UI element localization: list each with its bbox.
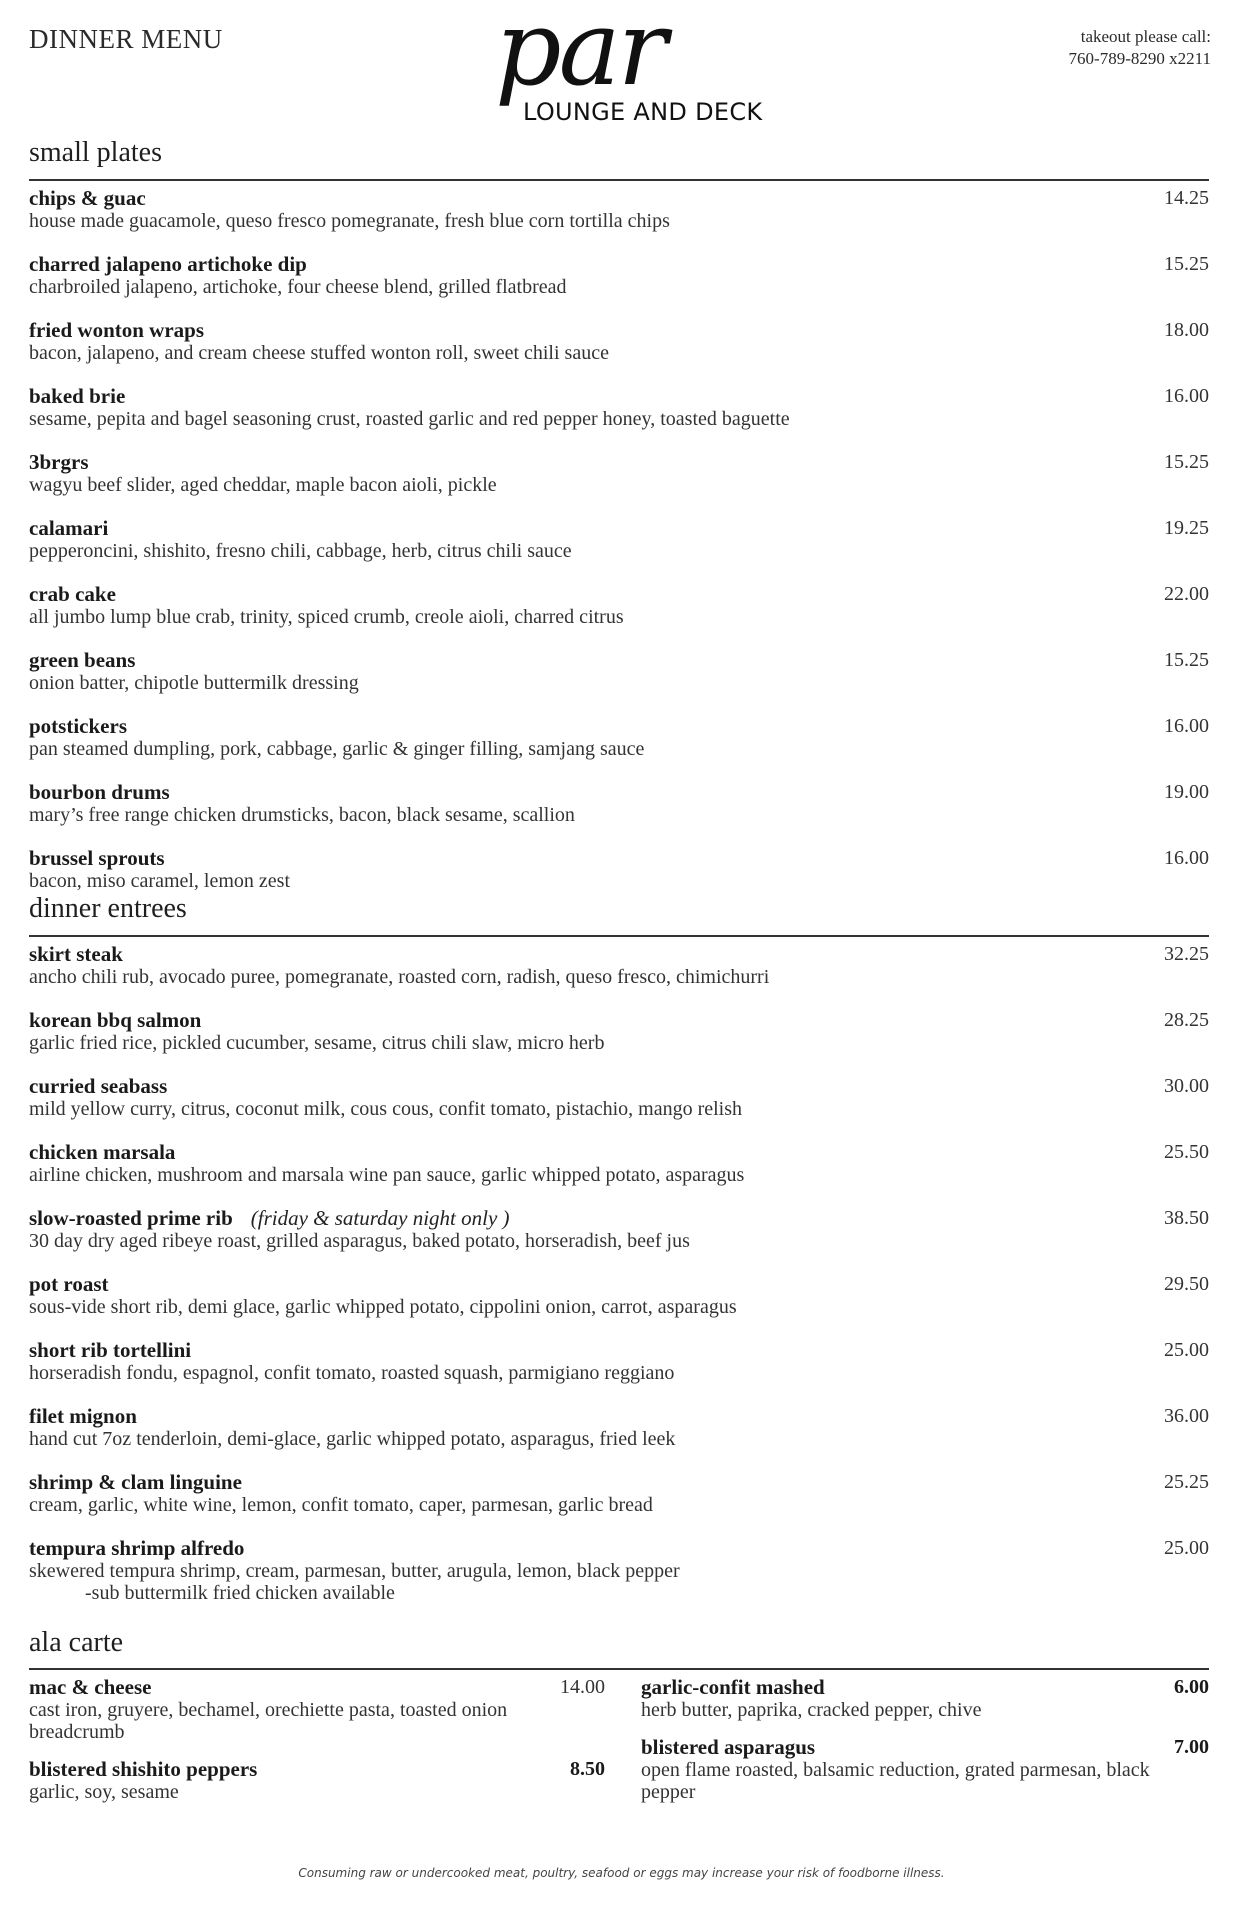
item-price: 15.25 xyxy=(1164,649,1209,671)
menu-item xyxy=(29,1404,1209,1470)
item-name-row xyxy=(29,1206,1209,1230)
health-disclaimer: Consuming raw or undercooked meat, poultry, seafood or eggs may increase your risk of foodborne illness. xyxy=(298,1866,945,1880)
item-price: 14.25 xyxy=(1164,187,1209,209)
menu-item xyxy=(29,780,1209,846)
item-name: calamari xyxy=(29,516,109,540)
dinner-entrees-list xyxy=(29,942,1209,1624)
takeout-info xyxy=(1069,26,1211,70)
item-description: garlic, soy, sesame xyxy=(29,1781,179,1803)
item-name: chips & guac xyxy=(29,186,146,210)
item-description: hand cut 7oz tenderloin, demi-glace, garlic whipped potato, asparagus, fried leek xyxy=(29,1428,676,1450)
logo-script: par xyxy=(495,0,665,109)
section-divider xyxy=(29,935,1209,937)
section-title-small-plates: small plates xyxy=(29,137,162,168)
menu-item xyxy=(29,252,1209,318)
section-divider xyxy=(29,179,1209,181)
item-description: pepperoncini, shishito, fresno chili, cabbage, herb, citrus chili sauce xyxy=(29,540,572,562)
item-name: garlic-confit mashed xyxy=(641,1675,825,1699)
item-name: bourbon drums xyxy=(29,780,170,804)
item-name: mac & cheese xyxy=(29,1675,152,1699)
menu-item xyxy=(29,1675,605,1743)
menu-item xyxy=(29,1140,1209,1206)
item-price: 25.50 xyxy=(1164,1141,1209,1163)
takeout-phone: 760-789-8290 x2211 xyxy=(1068,49,1211,68)
item-substitution-note: -sub buttermilk fried chicken available xyxy=(85,1582,395,1604)
menu-item xyxy=(29,714,1209,780)
item-description: mild yellow curry, citrus, coconut milk, cous cous, confit tomato, pistachio, mango relish xyxy=(29,1098,743,1120)
item-price: 38.50 xyxy=(1164,1207,1209,1229)
logo-subtitle: LOUNGE AND DECK xyxy=(523,98,763,126)
item-name: skirt steak xyxy=(29,942,123,966)
item-price: 18.00 xyxy=(1164,319,1209,341)
takeout-label: takeout please call: xyxy=(1080,27,1211,46)
item-description: charbroiled jalapeno, artichoke, four cheese blend, grilled flatbread xyxy=(29,276,567,298)
menu-item xyxy=(29,1338,1209,1404)
item-name: blistered asparagus xyxy=(641,1735,816,1759)
small-plates-list xyxy=(29,186,1209,912)
item-name: 3brgrs xyxy=(29,450,89,474)
menu-item xyxy=(29,1757,605,1803)
item-name: filet mignon xyxy=(29,1404,137,1428)
menu-title: DINNER MENU xyxy=(29,24,223,54)
item-name: pot roast xyxy=(29,1272,109,1296)
item-name: slow-roasted prime rib xyxy=(29,1206,233,1230)
item-name: potstickers xyxy=(29,714,127,738)
item-description: horseradish fondu, espagnol, confit tomato, roasted squash, parmigiano reggiano xyxy=(29,1362,675,1384)
item-name: chicken marsala xyxy=(29,1140,176,1164)
menu-item xyxy=(29,648,1209,714)
item-description: skewered tempura shrimp, cream, parmesan, butter, arugula, lemon, black pepper xyxy=(29,1560,680,1582)
item-name: crab cake xyxy=(29,582,116,606)
section-title-dinner-entrees: dinner entrees xyxy=(29,893,187,924)
ala-carte-right-column xyxy=(641,1675,1209,1817)
item-price: 29.50 xyxy=(1164,1273,1209,1295)
item-name: green beans xyxy=(29,648,136,672)
section-divider xyxy=(29,1668,1209,1670)
menu-item xyxy=(29,1074,1209,1140)
item-price: 19.00 xyxy=(1164,781,1209,803)
item-description: pan steamed dumpling, pork, cabbage, garlic & ginger filling, samjang sauce xyxy=(29,738,645,760)
item-name: blistered shishito peppers xyxy=(29,1757,258,1781)
item-price: 19.25 xyxy=(1164,517,1209,539)
item-price: 25.25 xyxy=(1164,1471,1209,1493)
item-price: 16.00 xyxy=(1164,385,1209,407)
menu-item xyxy=(29,582,1209,648)
item-price: 16.00 xyxy=(1164,715,1209,737)
item-name: korean bbq salmon xyxy=(29,1008,202,1032)
item-price: 28.25 xyxy=(1164,1009,1209,1031)
item-name: brussel sprouts xyxy=(29,846,165,870)
item-name: short rib tortellini xyxy=(29,1338,192,1362)
menu-item xyxy=(29,384,1209,450)
item-price: 15.25 xyxy=(1164,451,1209,473)
item-description: bacon, miso caramel, lemon zest xyxy=(29,870,291,892)
item-description: all jumbo lump blue crab, trinity, spiced crumb, creole aioli, charred citrus xyxy=(29,606,624,628)
item-description: ancho chili rub, avocado puree, pomegranate, roasted corn, radish, queso fresco, chimichurri xyxy=(29,966,770,988)
item-description: garlic fried rice, pickled cucumber, sesame, citrus chili slaw, micro herb xyxy=(29,1032,605,1054)
item-description: cream, garlic, white wine, lemon, confit tomato, caper, parmesan, garlic bread xyxy=(29,1494,653,1516)
item-description: mary’s free range chicken drumsticks, bacon, black sesame, scallion xyxy=(29,804,575,826)
item-name: curried seabass xyxy=(29,1074,168,1098)
item-price: 16.00 xyxy=(1164,847,1209,869)
item-description: cast iron, gruyere, bechamel, orechiette pasta, toasted onion breadcrumb xyxy=(29,1699,508,1743)
item-description: open flame roasted, balsamic reduction, grated parmesan, black pepper xyxy=(641,1759,1150,1803)
menu-item xyxy=(29,1008,1209,1074)
item-name: shrimp & clam linguine xyxy=(29,1470,242,1494)
menu-item xyxy=(29,186,1209,252)
item-price: 25.00 xyxy=(1164,1537,1209,1559)
item-price: 7.00 xyxy=(1174,1736,1209,1758)
item-description: bacon, jalapeno, and cream cheese stuffed wonton roll, sweet chili sauce xyxy=(29,342,609,364)
item-description: 30 day dry aged ribeye roast, grilled asparagus, baked potato, horseradish, beef jus xyxy=(29,1230,690,1252)
menu-item xyxy=(641,1735,1209,1803)
item-description: herb butter, paprika, cracked pepper, chive xyxy=(641,1699,982,1721)
ala-carte-left-column xyxy=(29,1675,605,1817)
menu-item xyxy=(29,516,1209,582)
item-description: onion batter, chipotle buttermilk dressing xyxy=(29,672,359,694)
item-price: 14.00 xyxy=(560,1676,605,1698)
brand-logo xyxy=(495,0,765,140)
item-name: baked brie xyxy=(29,384,126,408)
menu-item xyxy=(29,846,1209,912)
item-description: airline chicken, mushroom and marsala wine pan sauce, garlic whipped potato, asparagus xyxy=(29,1164,745,1186)
item-description: sesame, pepita and bagel seasoning crust, roasted garlic and red pepper honey, toasted baguette xyxy=(29,408,790,430)
section-title-ala-carte: ala carte xyxy=(29,1627,124,1658)
item-price: 22.00 xyxy=(1164,583,1209,605)
item-name: charred jalapeno artichoke dip xyxy=(29,252,307,276)
item-price: 32.25 xyxy=(1164,943,1209,965)
item-price: 36.00 xyxy=(1164,1405,1209,1427)
item-price: 8.50 xyxy=(570,1758,605,1780)
menu-item xyxy=(641,1675,1209,1721)
item-name: fried wonton wraps xyxy=(29,318,205,342)
menu-item xyxy=(29,1206,1209,1272)
item-price: 15.25 xyxy=(1164,253,1209,275)
item-name: tempura shrimp alfredo xyxy=(29,1536,245,1560)
menu-item xyxy=(29,942,1209,1008)
item-availability-note: (friday & saturday night only ) xyxy=(250,1206,510,1230)
item-price: 6.00 xyxy=(1174,1676,1209,1698)
menu-item xyxy=(29,450,1209,516)
item-description: wagyu beef slider, aged cheddar, maple bacon aioli, pickle xyxy=(29,474,497,496)
item-price: 25.00 xyxy=(1164,1339,1209,1361)
item-description: house made guacamole, queso fresco pomegranate, fresh blue corn tortilla chips xyxy=(29,210,670,232)
menu-item xyxy=(29,318,1209,384)
item-description: sous-vide short rib, demi glace, garlic whipped potato, cippolini onion, carrot, asparagus xyxy=(29,1296,737,1318)
menu-item xyxy=(29,1536,1209,1624)
item-price: 30.00 xyxy=(1164,1075,1209,1097)
menu-item xyxy=(29,1470,1209,1536)
menu-item xyxy=(29,1272,1209,1338)
